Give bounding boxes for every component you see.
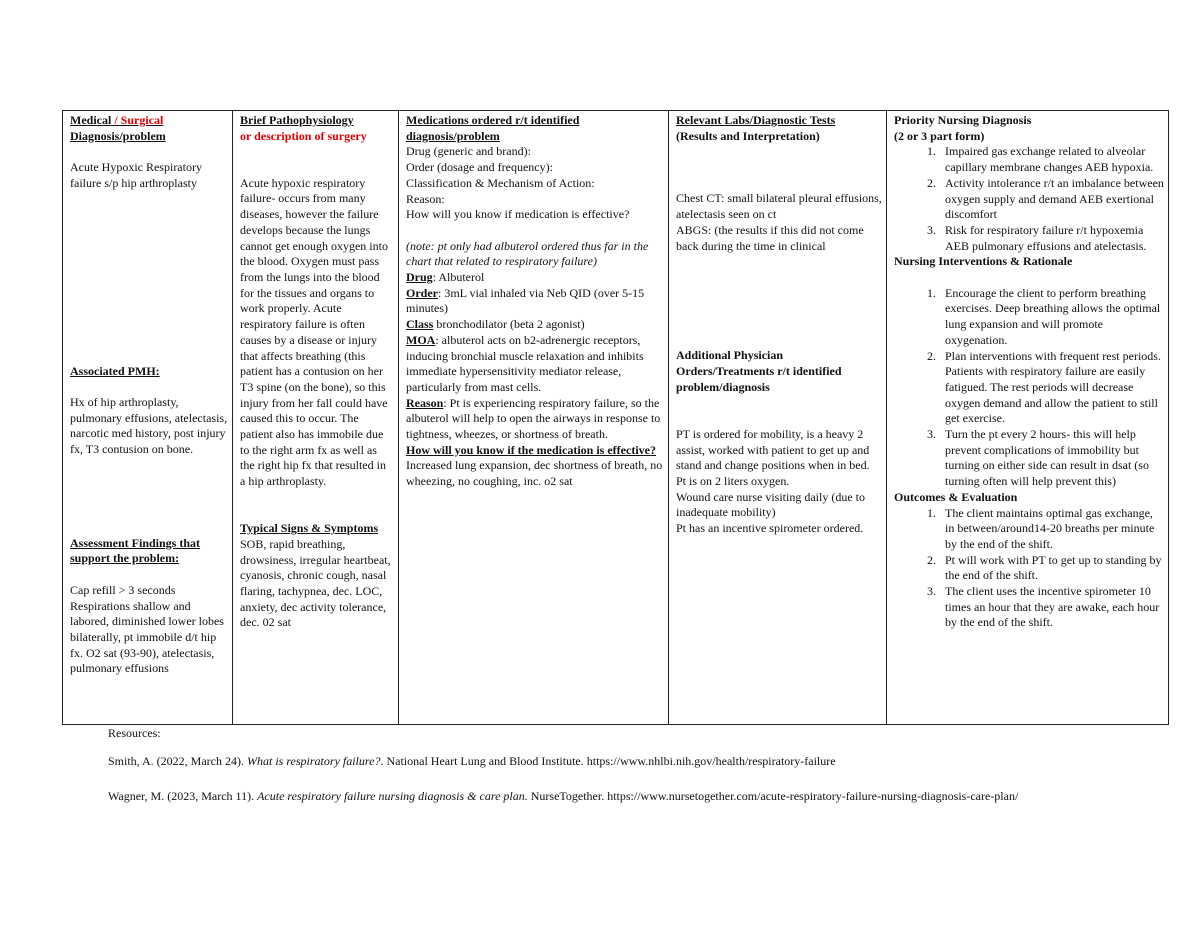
labs-header: Relevant Labs/Diagnostic Tests <box>676 113 836 127</box>
patho-subheader: or description of surgery <box>240 128 367 143</box>
interventions-list <box>894 286 1164 490</box>
pathophysiology-cell <box>233 111 399 725</box>
assessment-line-1: Respirations shallow and labored, diminished lower lobes bilaterally, pt immobile d/t hip fx. O2 sat (93-90), atelectasis, pulmonary effusions <box>70 598 224 676</box>
diagnosis-cell <box>63 111 233 725</box>
orders-item-1: Pt is on 2 liters oxygen. <box>676 474 790 488</box>
list-item: 3. Risk for respiratory failure r/t hypoxemia AEB pulmonary effusions and atelectasis. <box>939 223 1164 254</box>
moa-line: MOA: albuterol acts on b2-adrenergic receptors, inducing bronchial muscle relaxation and inhibits immediate hypersensitivity mediator release, particularly from mast cells. <box>406 332 644 394</box>
orders-item-2: Wound care nurse visiting daily (due to inadequate mobility) <box>676 489 865 520</box>
reason-line: Reason: Pt is experiencing respiratory failure, so the albuterol will help to open the airways in response to tightness, wheezes, or shortness of breath. <box>406 395 661 442</box>
nursing-dx-list <box>894 144 1164 254</box>
interventions-heading: Nursing Interventions & Rationale <box>894 254 1073 269</box>
diagnosis-header-b: Diagnosis/problem <box>70 128 166 143</box>
list-item: 3. Turn the pt every 2 hours- this will help prevent complications of immobility but turning on either side can result in dsat (so turning often will help prevent this) <box>939 427 1164 490</box>
pmh-text: Hx of hip arthroplasty, pulmonary effusions, atelectasis, narcotic med history, post injury fx, T3 contusion on bone. <box>70 394 228 456</box>
labs-item-1: ABGS: (the results if this did not come back during the time in clinical <box>676 222 864 253</box>
effective-heading: How will you know if the medication is effective? <box>406 442 656 457</box>
reference-1: Wagner, M. (2023, March 11). Acute respiratory failure nursing diagnosis & care plan. NurseTogether. https://www.nursetogether.com/acute-respiratory-failure-nursing-diagnosis-care-plan/ <box>108 789 1019 804</box>
concept-map-table <box>62 110 1169 725</box>
orders-item-3: Pt has an incentive spirometer ordered. <box>676 521 864 536</box>
resources-label: Resources: <box>108 726 161 740</box>
diagnosis-header: Medical / Surgical <box>70 113 164 127</box>
meds-header: Medications ordered r/t identified diagnosis/problem <box>406 113 580 143</box>
list-item: 3. The client uses the incentive spirometer 10 times an hour that they are awake, each hour by the end of the shift. <box>939 584 1164 631</box>
signs-text: SOB, rapid breathing, drowsiness, irregular heartbeat, cyanosis, chronic cough, nasal flaring, tachypnea, dec. LOC, anxiety, dec activity tolerance, dec. 02 sat <box>240 536 391 630</box>
nursing-dx-header: Priority Nursing Diagnosis <box>894 113 1032 127</box>
meds-template-2: Classification & Mechanism of Action: <box>406 175 595 190</box>
meds-template-1: Order (dosage and frequency): <box>406 160 553 175</box>
list-item: 2. Plan interventions with frequent rest periods. Patients with respiratory failure are easily fatigued. The rest periods will decrease oxygen demand and allow the patient to still get exercise. <box>939 349 1164 428</box>
list-item: 1. The client maintains optimal gas exchange, in between/around14-20 breaths per minute by the end of the shift. <box>939 506 1164 553</box>
pmh-heading: Associated PMH: <box>70 363 160 378</box>
reference-0: Smith, A. (2022, March 24). What is respiratory failure?. National Heart Lung and Blood Institute. https://www.nhlbi.nih.gov/health/respiratory-failure <box>108 753 836 768</box>
resources-section <box>108 726 1108 805</box>
patho-header: Brief Pathophysiology <box>240 113 354 127</box>
meds-template-4: How will you know if medication is effective? <box>406 207 630 222</box>
drug-line: Drug: Albuterol <box>406 270 485 285</box>
class-line: Class bronchodilator (beta 2 agonist) <box>406 317 585 332</box>
labs-item-0: Chest CT: small bilateral pleural effusions, atelectasis seen on ct <box>676 191 882 222</box>
list-item: 2. Pt will work with PT to get up to standing by the end of the shift. <box>939 553 1164 584</box>
outcomes-heading: Outcomes & Evaluation <box>894 489 1018 504</box>
meds-template-3: Reason: <box>406 191 445 206</box>
orders-item-0: PT is ordered for mobility, is a heavy 2 assist, worked with patient to get up and stand and change positions when in bed. <box>676 426 870 473</box>
meds-template-0: Drug (generic and brand): <box>406 144 531 159</box>
diagnosis-text: Acute Hypoxic Respiratory failure s/p hip arthroplasty <box>70 160 202 190</box>
labs-subheader: (Results and Interpretation) <box>676 128 820 143</box>
meds-note: (note: pt only had albuterol ordered thus far in the chart that related to respiratory failure) <box>406 238 649 269</box>
order-line: Order: 3mL vial inhaled via Neb QID (over 5-15 minutes) <box>406 285 645 316</box>
assessment-heading: Assessment Findings that support the problem: <box>70 535 201 566</box>
labs-cell <box>669 111 887 725</box>
list-item: 1. Impaired gas exchange related to alveolar capillary membrane changes AEB hypoxia. <box>939 144 1164 175</box>
signs-heading: Typical Signs & Symptoms <box>240 521 379 536</box>
list-item: 2. Activity intolerance r/t an imbalance between oxygen supply and demand AEB exertional discomfort <box>939 176 1164 223</box>
effective-text: Increased lung expansion, dec shortness of breath, no wheezing, no coughing, inc. o2 sat <box>406 458 663 489</box>
assessment-line-0: Cap refill > 3 seconds <box>70 582 176 597</box>
outcomes-list <box>894 506 1164 632</box>
list-item: 1. Encourage the client to perform breathing exercises. Deep breathing allows the optimal lung expansion and will promote oxygenation. <box>939 286 1164 349</box>
orders-heading: Additional Physician Orders/Treatments r/t identified problem/diagnosis <box>676 348 842 394</box>
nursing-dx-subheader: (2 or 3 part form) <box>894 128 985 143</box>
nursing-cell <box>887 111 1169 725</box>
medications-cell <box>399 111 669 725</box>
patho-text: Acute hypoxic respiratory failure- occurs from many diseases, however the failure develops because the lungs cannot get enough oxygen into the blood. Oxygen must pass from the lungs into the blood for the tissues and organs to work properly. Acute respiratory failure is often causes by a disease or injury that affects breathing (this patient has a contusion on her T3 spine (on the bone), so this injury from her fall could have caused this to occur. The patient also has immobile due to the right arm fx as well as the right hip fx that resulted in a hip arthroplasty. <box>240 175 388 489</box>
